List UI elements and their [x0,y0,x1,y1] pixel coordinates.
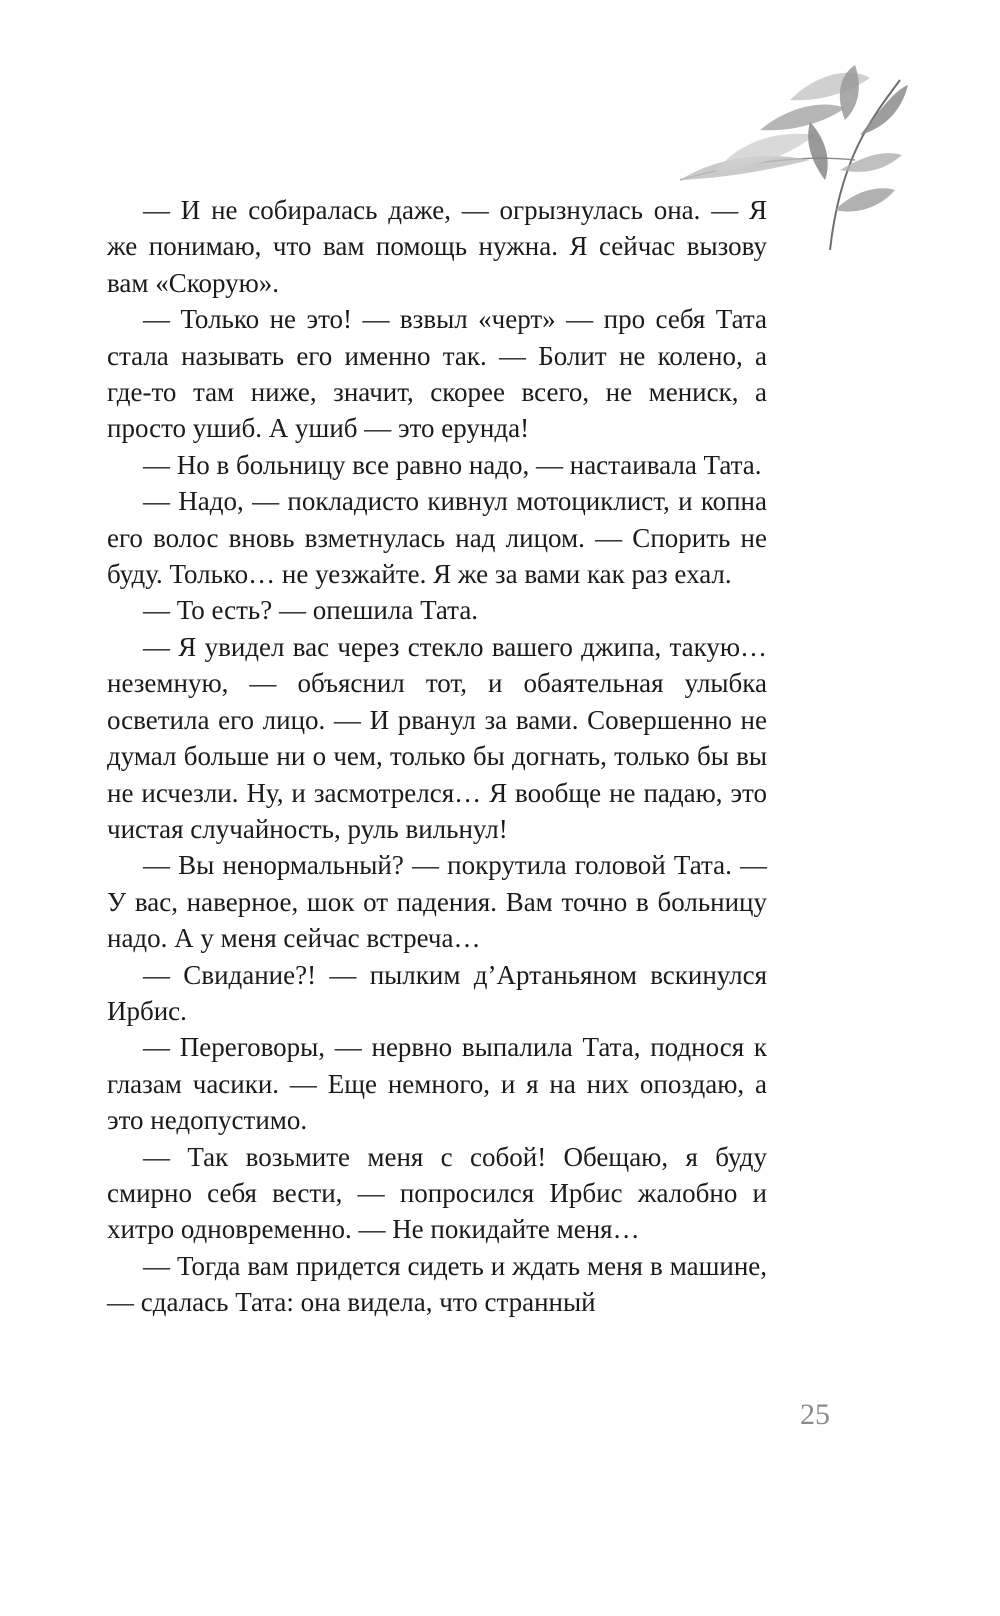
paragraph: — Так возьмите меня с собой! Обещаю, я буду смирно себя вести, — попросился Ирбис жалобно и хитро одновременно. — Не покидайте меня… [107,1141,767,1245]
leaf [840,153,902,172]
leaf [808,122,828,180]
paragraph: — И не собиралась даже, — огрызнулась она. — Я же понимаю, что вам помощь нужна. Я сейчас вызову вам «Скорую». [107,195,767,298]
paragraph: — Но в больницу все равно надо, — настаивала Тата. [143,449,762,480]
paragraph: — То есть? — опешила Тата. [143,595,479,626]
paragraph: — Надо, — покладисто кивнул мотоциклист, и копна его волос вновь взметнулась над лицом. — Спорить не буду. Только… не уезжайте. Я же за вами как раз ехал. [107,486,767,590]
paragraph: — Только не это! — взвыл «черт» — про себя Тата стала называть его именно так. — Болит не колено, а где-то там ниже, значит, скорее всего, не мениск, а просто ушиб. А ушиб — это ерунда! [107,304,767,444]
book-text-block [107,192,767,1321]
leaf [835,188,895,211]
paragraph: — Переговоры, — нервно выпалила Тата, поднося к глазам часики. — Еще немного, и я на них опоздаю, а это недопустимо. [107,1032,767,1136]
paragraph: — Я увидел вас через стекло вашего джипа, такую… неземную, — объяснил тот, и обаятельная улыбка осветила его лицо. — И рванул за вами. Совершенно не думал больше ни о чем, только бы догнать, только бы вы не исчезли. Ну, и засмотрелся… Я вообще не падаю, это чистая случайность, руль вильнул! [107,631,767,844]
paragraph: — Свидание?! — пылким д’Артаньяном вскинулся Ирбис. [107,959,767,1026]
leaf [760,104,845,130]
paragraph: — Тогда вам придется сидеть и ждать меня в машине, — сдалась Тата: она видела, что странный [107,1250,767,1318]
paragraph: — Вы ненормальный? — покрутила головой Тата. — У вас, наверное, шок от падения. Вам точно в больницу надо. А у меня сейчас встреча… [107,850,767,954]
page-number: 25 [800,1398,830,1431]
leaf [860,85,908,135]
